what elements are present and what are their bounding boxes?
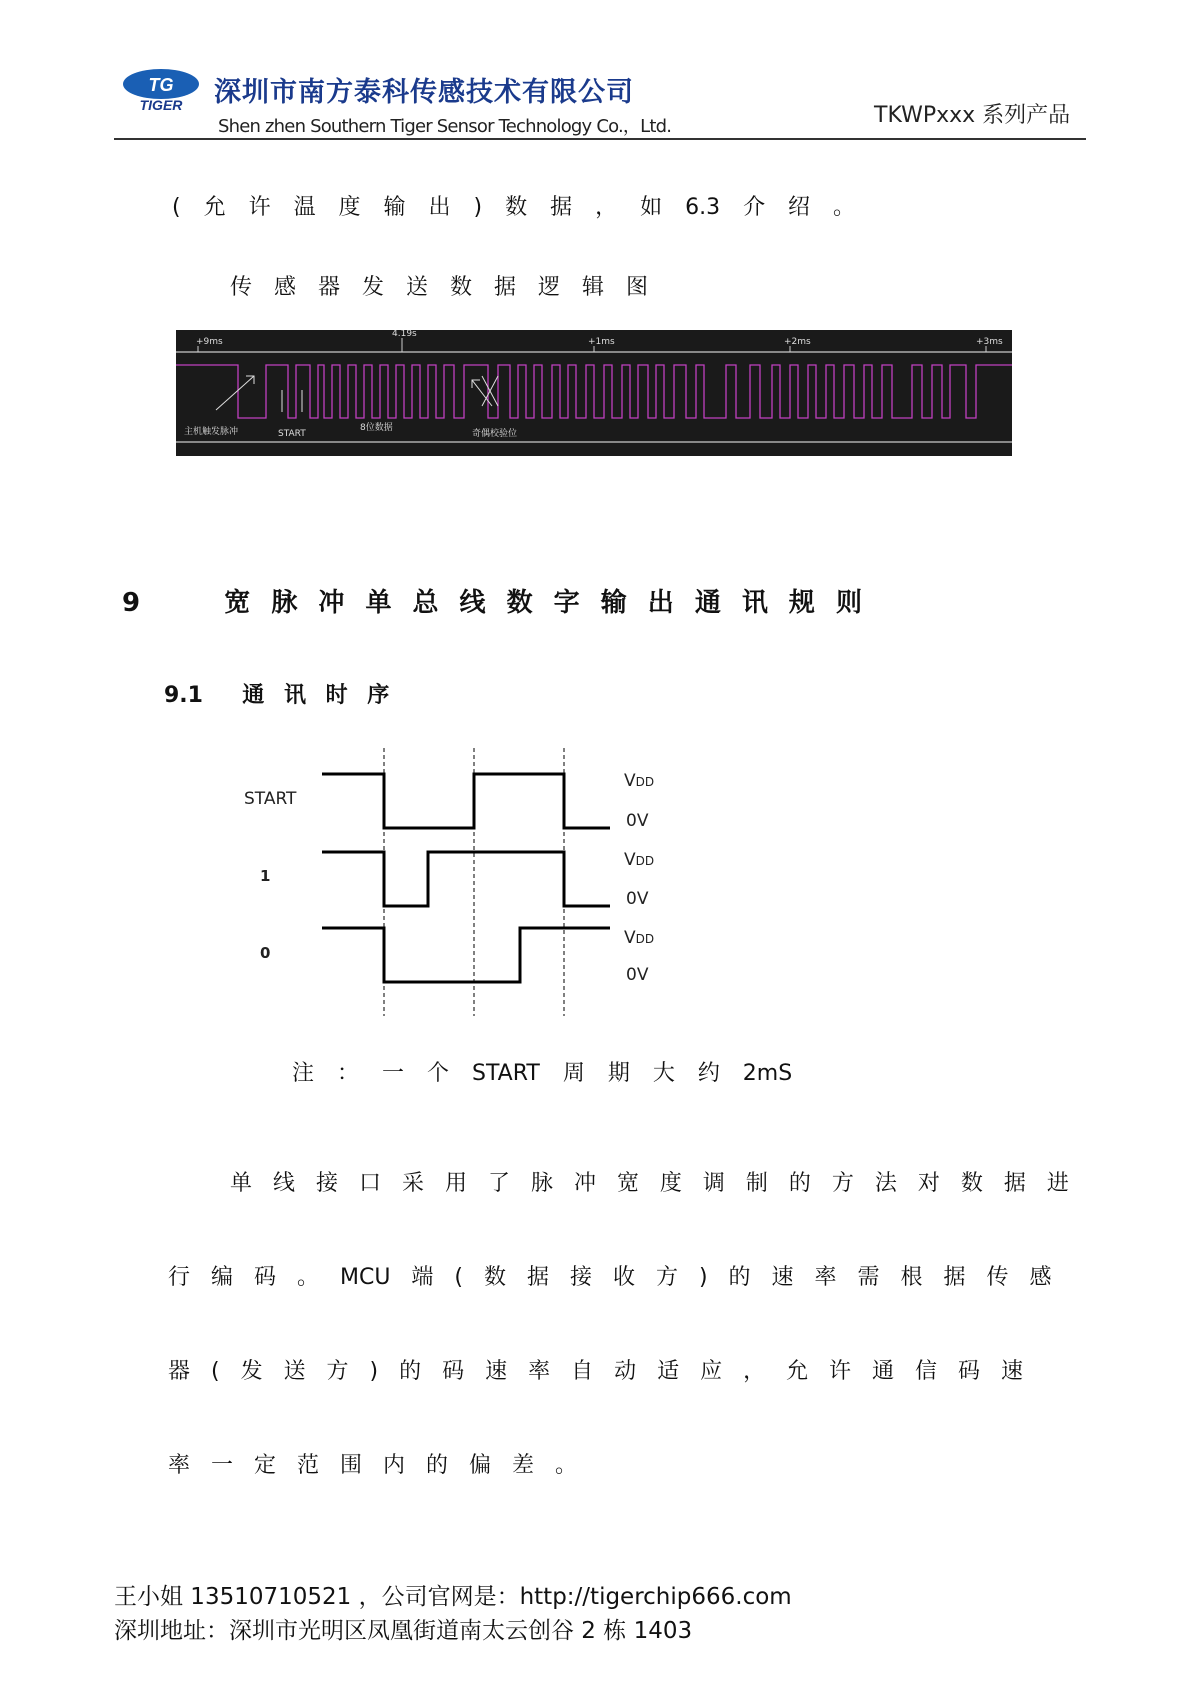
zero-volt-label: 0V [626, 965, 649, 985]
footer-address: 深圳地址：深圳市光明区凤凰街道南太云创谷 2 栋 1403 [114, 1618, 693, 1644]
tick-label: +2ms [784, 337, 811, 347]
figure-caption: 传 感 器 发 送 数 据 逻 辑 图 [230, 275, 648, 300]
paragraph-line: 器 ( 发 送 方 ) 的 码 速 率 自 动 适 应 ， 允 许 通 信 码 速 [168, 1359, 1024, 1384]
timing-diagram [230, 748, 690, 1018]
company-logo [118, 68, 204, 112]
one-waveform [322, 852, 610, 906]
paragraph-line: 行 编 码 。 MCU 端 ( 数 据 接 收 方 ) 的 速 率 需 根 据 传 感 [168, 1265, 1052, 1290]
company-name-en: Shen zhen Southern Tiger Sensor Technology Co.，Ltd. [218, 116, 672, 137]
zero-waveform [322, 928, 610, 982]
vdd-label: V [624, 850, 636, 870]
svg-text:VDD: VDD [624, 771, 655, 791]
row-label-start: START [244, 789, 297, 809]
svg-text:VDD: VDD [624, 928, 655, 948]
svg-text:VDD: VDD [624, 850, 655, 870]
paragraph-line: 率 一 定 范 围 内 的 偏 差 。 [168, 1453, 577, 1478]
tick-label: +3ms [976, 337, 1003, 347]
row-label-one: 1 [260, 867, 271, 885]
paragraph-line: 单 线 接 口 采 用 了 脉 冲 宽 度 调 制 的 方 法 对 数 据 进 [230, 1171, 1069, 1196]
logic-analyzer-capture [176, 330, 1012, 456]
vdd-label: V [624, 771, 636, 791]
logo-text: TIGER [139, 97, 183, 112]
start-waveform [322, 774, 610, 828]
logo-mark: TG [148, 75, 174, 95]
tick-label: +9ms [196, 337, 223, 347]
zero-volt-label: 0V [626, 811, 649, 831]
company-name-cn: 深圳市南方泰科传感技术有限公司 [214, 77, 634, 108]
tick-label: 4.19s [392, 330, 417, 339]
scope-annotation: START [278, 429, 306, 439]
scope-annotation: 奇偶校验位 [472, 429, 518, 439]
tick-label: +1ms [588, 337, 615, 347]
header-divider [114, 138, 1086, 140]
scope-annotation: 8位数据 [360, 423, 393, 433]
row-label-zero: 0 [260, 944, 271, 962]
intro-line: ( 允 许 温 度 输 出 ) 数 据 ， 如 6.3 介 绍 。 [172, 195, 856, 220]
vdd-label: V [624, 928, 636, 948]
timing-note: 注 ： 一 个 START 周 期 大 约 2mS [292, 1061, 793, 1086]
product-series: TKWPxxx 系列产品 [874, 103, 1071, 128]
footer-contact: 王小姐 13510710521 ，公司官网是：http://tigerchip666.com [114, 1584, 792, 1610]
subsection-heading: 9.1 通 讯 时 序 [164, 683, 390, 708]
scope-annotation: 主机触发脉冲 [184, 427, 239, 437]
zero-volt-label: 0V [626, 889, 649, 909]
section-heading: 9 宽 脉 冲 单 总 线 数 字 输 出 通 讯 规 则 [122, 588, 862, 618]
